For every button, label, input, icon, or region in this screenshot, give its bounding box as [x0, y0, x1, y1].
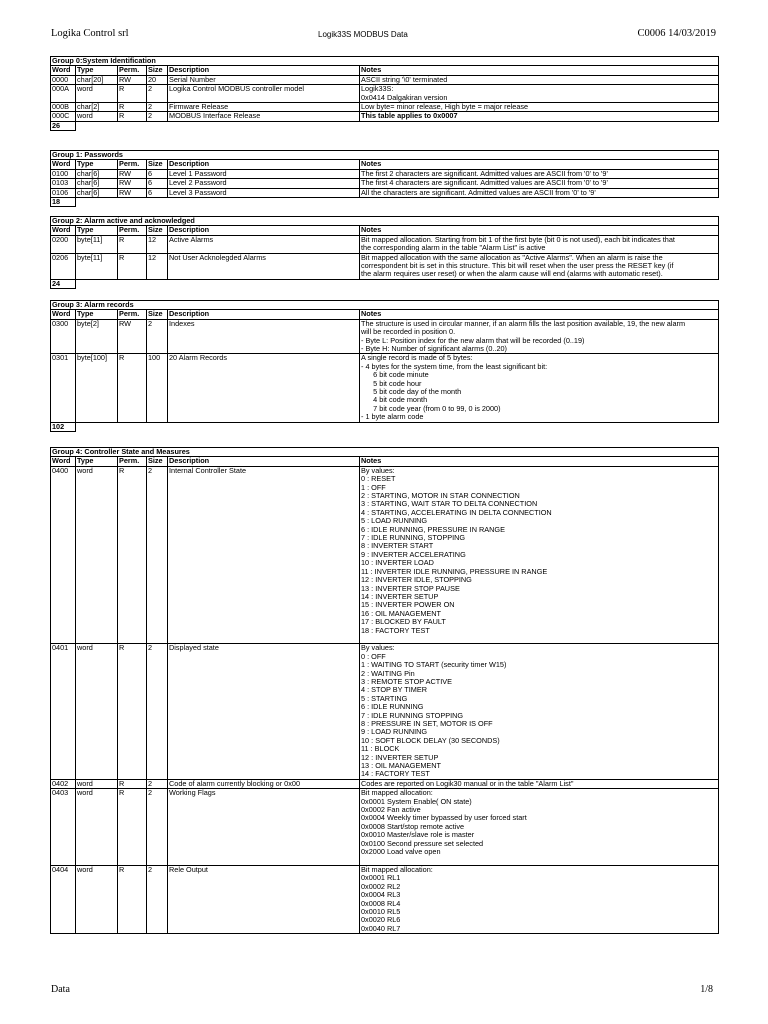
register-perm: R — [118, 354, 147, 422]
col-size-header: Size — [147, 226, 168, 235]
col-perm-header: Perm. — [118, 457, 147, 466]
col-perm-header: Perm. — [118, 226, 147, 235]
register-word: 0106 — [51, 188, 76, 197]
register-word: 0000 — [51, 75, 76, 84]
register-type: word — [76, 112, 118, 121]
register-notes: The structure is used in circular manner, if an alarm fills the last position available, 19, the new alarm will be recorded in position 0. - Byte L: Position index for the new alarm that will be recorded (0..19) - Byte H: Number of significant alarms (0..20) — [360, 319, 719, 354]
register-type: word — [76, 779, 118, 788]
col-type-header: Type — [76, 226, 118, 235]
group-table — [50, 300, 719, 432]
col-notes-header: Notes — [360, 226, 719, 235]
register-word: 0206 — [51, 253, 76, 279]
group-table — [50, 150, 719, 207]
register-perm: R — [118, 103, 147, 112]
col-perm-header: Perm. — [118, 160, 147, 169]
register-row — [51, 169, 719, 178]
register-size: 2 — [147, 112, 168, 121]
register-notes: Bit mapped allocation: 0x0001 RL1 0x0002 RL2 0x0004 RL3 0x0008 RL4 0x0010 RL5 0x0020 RL6 0x0040 RL7 — [360, 865, 719, 933]
register-size: 12 — [147, 253, 168, 279]
register-perm: R — [118, 789, 147, 866]
register-size: 6 — [147, 169, 168, 178]
register-size: 12 — [147, 235, 168, 253]
register-size: 2 — [147, 789, 168, 866]
register-size: 2 — [147, 644, 168, 780]
col-type-header: Type — [76, 66, 118, 75]
document-reference: C0006 14/03/2019 — [637, 28, 716, 39]
col-perm-header: Perm. — [118, 310, 147, 319]
register-row — [51, 865, 719, 933]
col-size-header: Size — [147, 160, 168, 169]
register-description: Not User Acknolegded Alarms — [168, 253, 360, 279]
register-row — [51, 85, 719, 103]
col-perm-header: Perm. — [118, 66, 147, 75]
page-number: 1/8 — [700, 984, 713, 995]
register-type: word — [76, 865, 118, 933]
register-notes: All the characters are significant. Admitted values are ASCII from '0' to '9' — [360, 188, 719, 197]
register-word: 0103 — [51, 179, 76, 188]
register-perm: RW — [118, 169, 147, 178]
register-description: Level 1 Password — [168, 169, 360, 178]
register-description: Level 3 Password — [168, 188, 360, 197]
register-word: 0403 — [51, 789, 76, 866]
empty-cell — [76, 198, 719, 207]
group-title: Group 1: Passwords — [51, 151, 719, 160]
group-title: Group 0:System Identification — [51, 57, 719, 66]
register-size: 2 — [147, 85, 168, 103]
col-type-header: Type — [76, 457, 118, 466]
col-notes-header: Notes — [360, 457, 719, 466]
register-word: 0301 — [51, 354, 76, 422]
register-perm: R — [118, 779, 147, 788]
col-notes-header: Notes — [360, 160, 719, 169]
register-notes: Bit mapped allocation with the same allocation as "Active Alarms". When an alarm is raise the correspondent bit is set in this structure. This bit will reset when the user press the RESET key (if the alarm requires user reset) or when the alarm cause will end (alarms with automatic reset). — [360, 253, 719, 279]
document-title: Logik33S MODBUS Data — [318, 30, 408, 39]
col-word-header: Word — [51, 226, 76, 235]
col-size-header: Size — [147, 66, 168, 75]
register-row — [51, 235, 719, 253]
register-row — [51, 103, 719, 112]
register-size: 20 — [147, 75, 168, 84]
register-description: Internal Controller State — [168, 466, 360, 644]
register-size: 2 — [147, 466, 168, 644]
col-notes-header: Notes — [360, 310, 719, 319]
col-word-header: Word — [51, 310, 76, 319]
col-notes-header: Notes — [360, 66, 719, 75]
register-row — [51, 779, 719, 788]
register-type: char[6] — [76, 179, 118, 188]
group-size-total: 102 — [51, 422, 76, 431]
register-description: Active Alarms — [168, 235, 360, 253]
col-word-header: Word — [51, 66, 76, 75]
col-word-header: Word — [51, 160, 76, 169]
register-type: byte[2] — [76, 319, 118, 354]
register-row — [51, 253, 719, 279]
group-table — [50, 56, 719, 131]
register-notes: By values: 0 : RESET 1 : OFF 2 : STARTING, MOTOR IN STAR CONNECTION 3 : STARTING, WAIT STAR TO DELTA CONNECTION 4 : STARTING, ACCELERATING IN DELTA CONNECTION 5 : LOAD RUNNING 6 : IDLE RUNNING, PRESSURE IN RANGE 7 : IDLE RUNNING, STOPPING 8 : INVERTER START 9 : INVERTER ACCELERATING 10 : INVERTER LOAD 11 : INVERTER IDLE RUNNING, PRESSURE IN RANGE 12 : INVERTER IDLE, STOPPING 13 : INVERTER STOP PAUSE 14 : INVERTER SETUP 15 : INVERTER POWER ON 16 : OIL MANAGEMENT 17 : BLOCKED BY FAULT 18 : FACTORY TEST — [360, 466, 719, 644]
register-row — [51, 188, 719, 197]
register-notes: Low byte= minor release, High byte = major release — [360, 103, 719, 112]
group-title: Group 3: Alarm records — [51, 301, 719, 310]
col-type-header: Type — [76, 160, 118, 169]
register-word: 0401 — [51, 644, 76, 780]
register-row — [51, 789, 719, 866]
register-description: Code of alarm currently blocking or 0x00 — [168, 779, 360, 788]
register-type: char[6] — [76, 169, 118, 178]
group-size-total: 24 — [51, 279, 76, 288]
register-size: 2 — [147, 103, 168, 112]
register-notes: The first 4 characters are significant. Admitted values are ASCII from '0' to '9' — [360, 179, 719, 188]
col-description-header: Description — [168, 160, 360, 169]
register-perm: R — [118, 85, 147, 103]
register-description: MODBUS Interface Release — [168, 112, 360, 121]
register-description: Working Flags — [168, 789, 360, 866]
register-row — [51, 112, 719, 121]
register-perm: RW — [118, 75, 147, 84]
register-type: byte[11] — [76, 253, 118, 279]
register-word: 000C — [51, 112, 76, 121]
register-notes: ASCII string '\0' terminated — [360, 75, 719, 84]
register-description: Level 2 Password — [168, 179, 360, 188]
register-notes: Logik33S: 0x0414 Dalgakiran version — [360, 85, 719, 103]
group-table — [50, 216, 719, 289]
register-size: 100 — [147, 354, 168, 422]
register-word: 000B — [51, 103, 76, 112]
register-type: word — [76, 85, 118, 103]
register-word: 0200 — [51, 235, 76, 253]
register-word: 0404 — [51, 865, 76, 933]
register-perm: RW — [118, 179, 147, 188]
empty-cell — [76, 121, 719, 130]
register-row — [51, 354, 719, 422]
register-perm: R — [118, 253, 147, 279]
register-type: word — [76, 789, 118, 866]
col-description-header: Description — [168, 310, 360, 319]
group-title: Group 2: Alarm active and acknowledged — [51, 217, 719, 226]
register-notes: This table applies to 0x0007 — [360, 112, 719, 121]
register-perm: R — [118, 235, 147, 253]
register-size: 2 — [147, 779, 168, 788]
register-size: 2 — [147, 319, 168, 354]
register-notes: Bit mapped allocation: 0x0001 System Enable( ON state) 0x0002 Fan active 0x0004 Weekly timer bypassed by user forced start 0x0008 Start/stop remote active 0x0010 Master/slave role is master 0x0100 Second pressure set selected 0x2000 Load valve open — [360, 789, 719, 866]
register-type: word — [76, 644, 118, 780]
register-size: 6 — [147, 188, 168, 197]
empty-cell — [76, 422, 719, 431]
register-description: Serial Number — [168, 75, 360, 84]
group-table — [50, 447, 719, 934]
col-type-header: Type — [76, 310, 118, 319]
register-notes: Bit mapped allocation. Starting from bit 1 of the first byte (bit 0 is not used), each bit indicates that the corresponding alarm in the table "Alarm List" is active — [360, 235, 719, 253]
group-title: Group 4: Controller State and Measures — [51, 448, 719, 457]
register-type: word — [76, 466, 118, 644]
empty-cell — [76, 279, 719, 288]
register-notes: A single record is made of 5 bytes: - 4 bytes for the system time, from the least significant bit: 6 bit code minute 5 bit code hour 5 bit code day of the month 4 bit code month 7 bit code year (from 0 to 99, 0 is 2000) - 1 byte alarm code — [360, 354, 719, 422]
register-row — [51, 466, 719, 644]
register-row — [51, 75, 719, 84]
register-description: Firmware Release — [168, 103, 360, 112]
register-perm: R — [118, 644, 147, 780]
register-size: 2 — [147, 865, 168, 933]
register-word: 000A — [51, 85, 76, 103]
register-word: 0402 — [51, 779, 76, 788]
register-notes: The first 2 characters are significant. Admitted values are ASCII from '0' to '9' — [360, 169, 719, 178]
register-notes: Codes are reported on Logik30 manual or in the table "Alarm List" — [360, 779, 719, 788]
register-description: Displayed state — [168, 644, 360, 780]
register-description: Rele Output — [168, 865, 360, 933]
register-type: byte[11] — [76, 235, 118, 253]
col-size-header: Size — [147, 310, 168, 319]
register-description: Indexes — [168, 319, 360, 354]
register-perm: R — [118, 865, 147, 933]
register-perm: R — [118, 466, 147, 644]
col-description-header: Description — [168, 457, 360, 466]
register-row — [51, 319, 719, 354]
register-notes: By values: 0 : OFF 1 : WAITING TO START (security timer W15) 2 : WAITING Pin 3 : REMOTE STOP ACTIVE 4 : STOP BY TIMER 5 : STARTING 6 : IDLE RUNNING 7 : IDLE RUNNING STOPPING 8 : PRESSURE IN SET, MOTOR IS OFF 9 : LOAD RUNNING 10 : SOFT BLOCK DELAY (30 SECONDS) 11 : BLOCK 12 : INVERTER SETUP 13 : OIL MANAGEMENT 14 : FACTORY TEST — [360, 644, 719, 780]
col-description-header: Description — [168, 226, 360, 235]
company-name: Logika Control srl — [51, 28, 129, 39]
col-description-header: Description — [168, 66, 360, 75]
register-perm: RW — [118, 319, 147, 354]
register-description: Logika Control MODBUS controller model — [168, 85, 360, 103]
register-type: char[20] — [76, 75, 118, 84]
register-row — [51, 179, 719, 188]
register-word: 0400 — [51, 466, 76, 644]
register-perm: RW — [118, 188, 147, 197]
register-description: 20 Alarm Records — [168, 354, 360, 422]
register-perm: R — [118, 112, 147, 121]
register-row — [51, 644, 719, 780]
register-word: 0100 — [51, 169, 76, 178]
register-size: 6 — [147, 179, 168, 188]
col-word-header: Word — [51, 457, 76, 466]
register-type: char[6] — [76, 188, 118, 197]
group-size-total: 18 — [51, 198, 76, 207]
group-size-total: 26 — [51, 121, 76, 130]
register-type: byte[100] — [76, 354, 118, 422]
register-word: 0300 — [51, 319, 76, 354]
register-type: char[2] — [76, 103, 118, 112]
col-size-header: Size — [147, 457, 168, 466]
footer-sheet-name: Data — [51, 984, 70, 995]
